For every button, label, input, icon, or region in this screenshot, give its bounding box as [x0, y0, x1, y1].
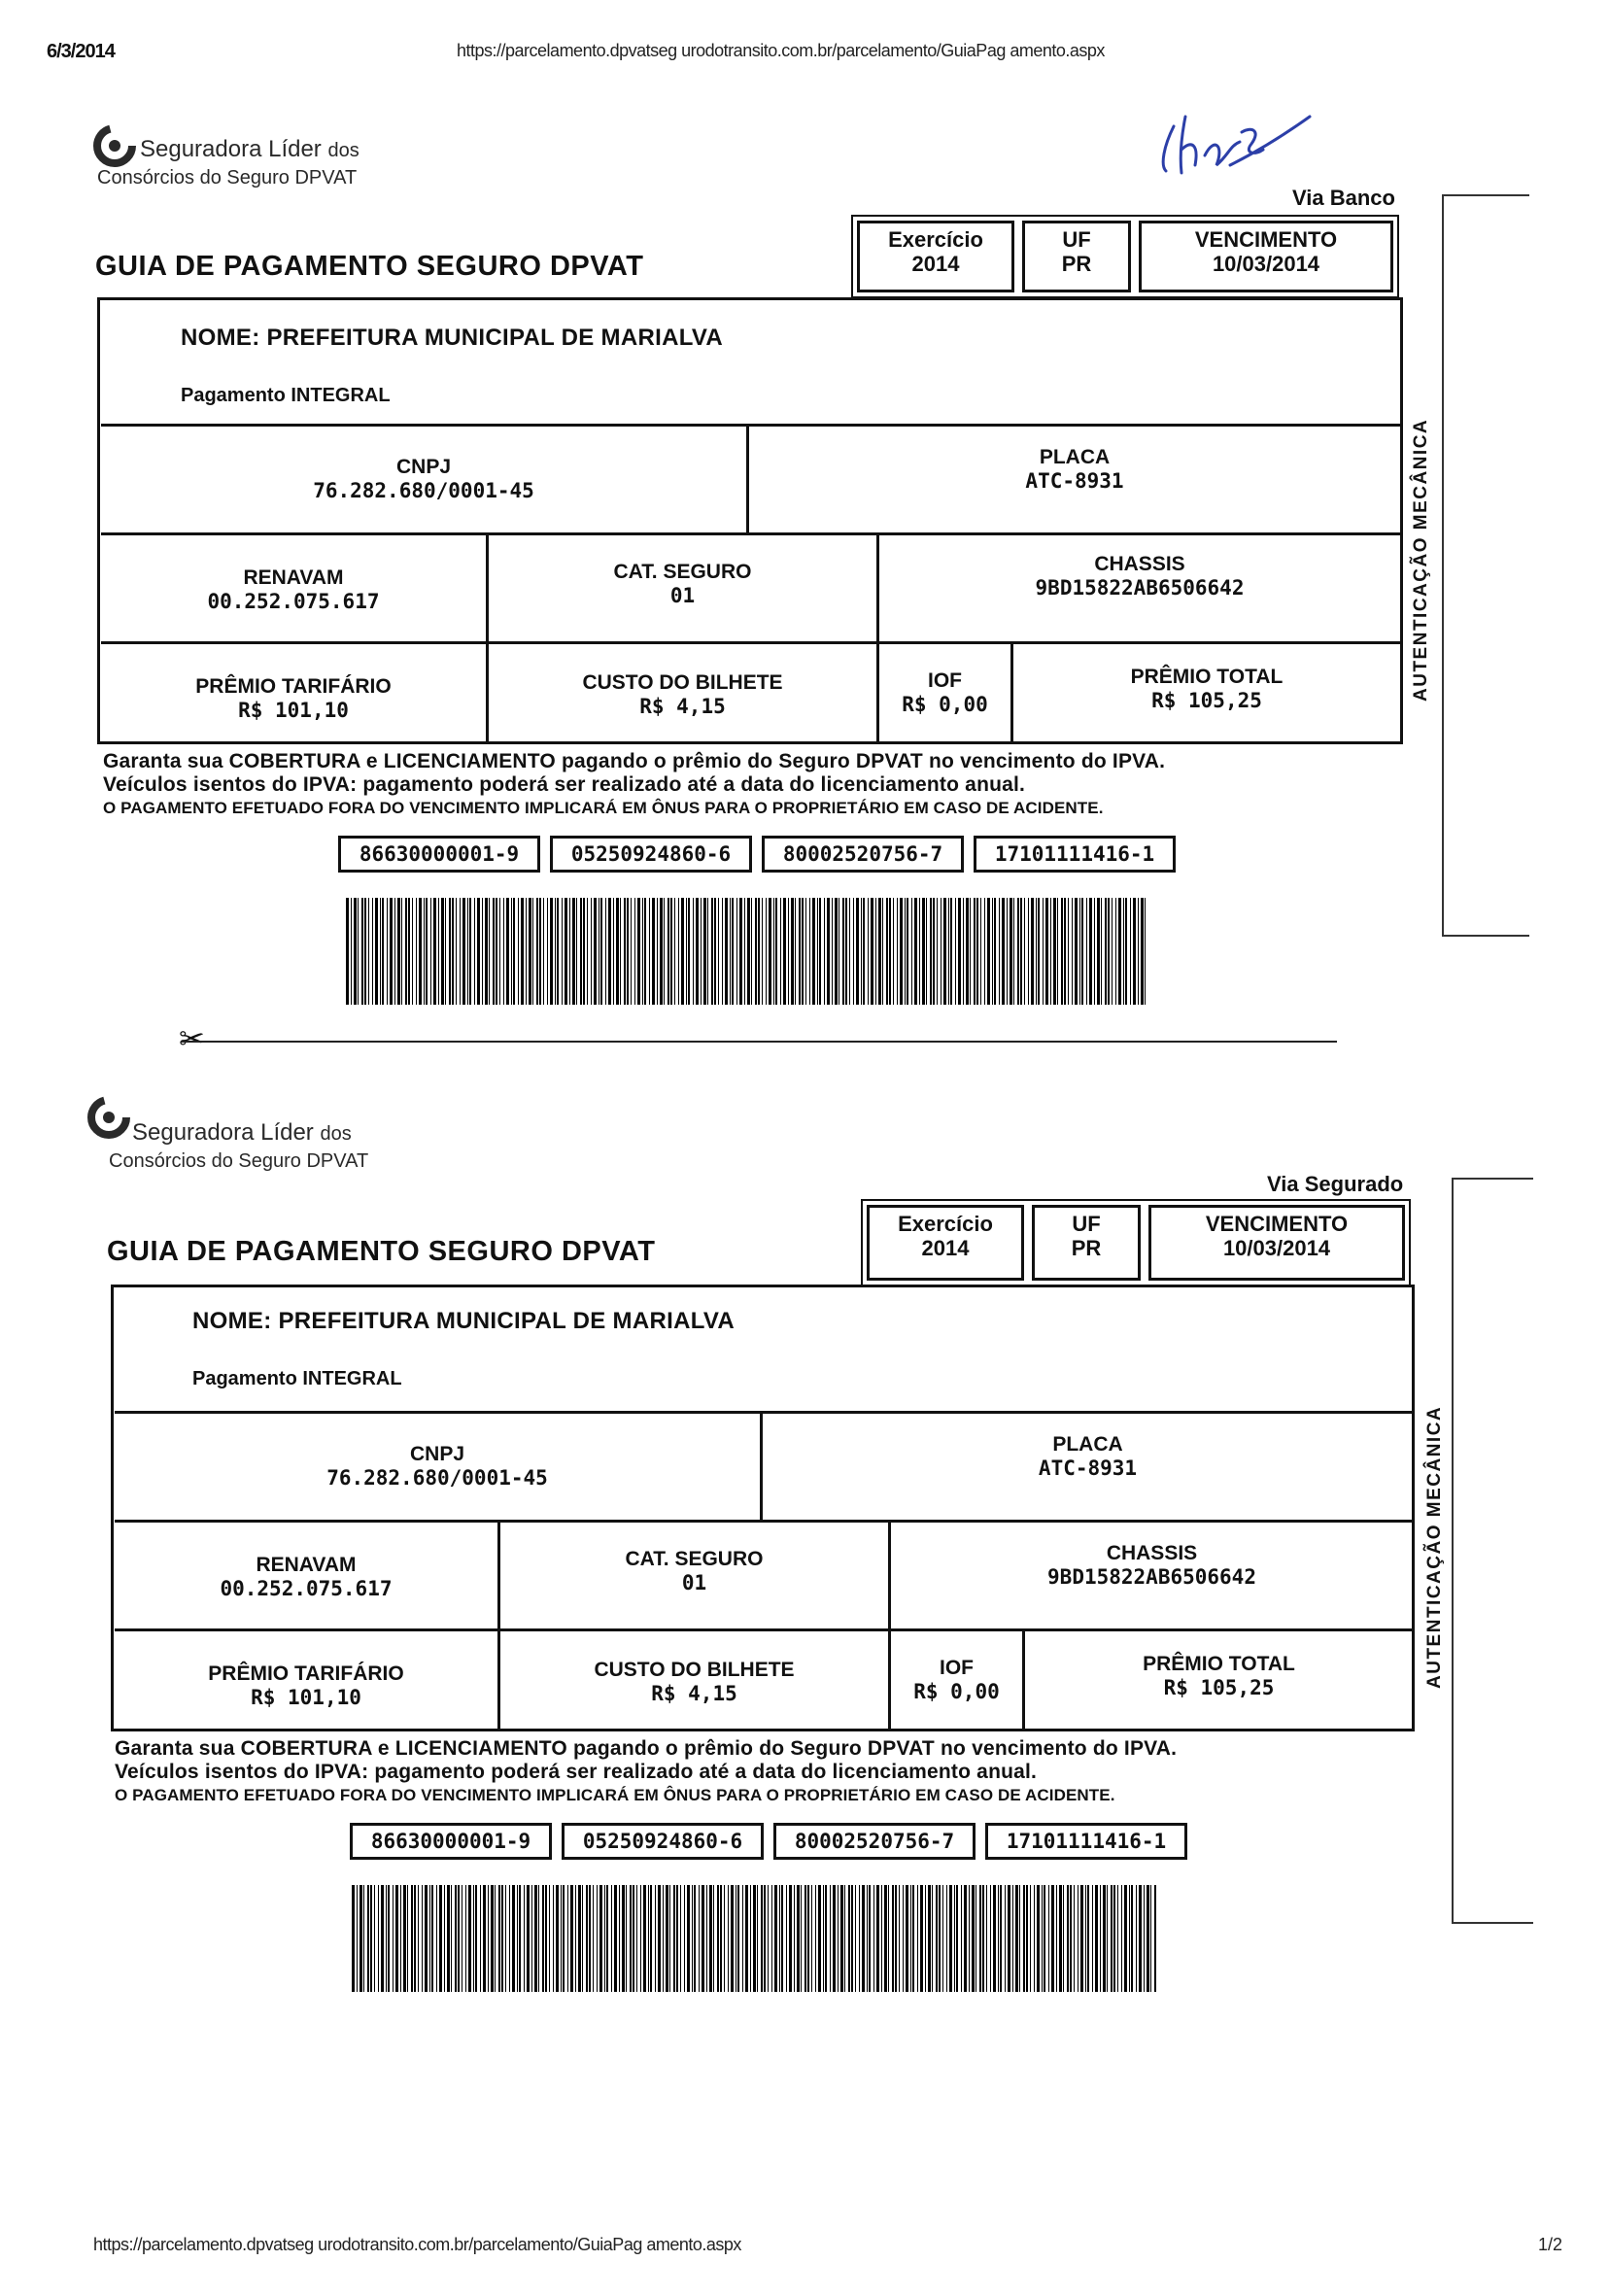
premio-tarifario-cell: PRÊMIO TARIFÁRIO R$ 101,10 [208, 1662, 404, 1709]
footer-url[interactable]: https://parcelamento.dpvatseg urodotransito.com.br/parcelamento/GuiaPag amento.aspx [93, 2235, 741, 2254]
placa-cell: PLACA ATC-8931 [1038, 1433, 1138, 1480]
pagamento-field: Pagamento INTEGRAL [181, 385, 391, 406]
row-divider [115, 1411, 1413, 1414]
barcode-digits-3: 80002520756-7 [762, 836, 964, 873]
notice-onus: O PAGAMENTO EFETUADO FORA DO VENCIMENTO IMPLICARÁ EM ÔNUS PARA O PROPRIETÁRIO EM CASO DE ACIDENTE. [103, 799, 1104, 817]
via-label: Via Banco [1292, 186, 1395, 210]
guide-via-segurado [0, 983, 1609, 1858]
row-divider [115, 1520, 1413, 1523]
barcode-digits-2: 05250924860-6 [562, 1823, 764, 1860]
premio-tarifario-cell: PRÊMIO TARIFÁRIO R$ 101,10 [195, 675, 392, 722]
barcode-digits-1: 86630000001-9 [350, 1823, 552, 1860]
logo-subtitle: Consórcios do Seguro DPVAT [97, 167, 358, 188]
logo-name: Seguradora Líder dos [132, 1119, 352, 1146]
guide-via-banco [0, 0, 1609, 874]
payment-barcode [352, 1885, 1162, 1992]
autenticacao-mecanica-label: AUTENTICAÇÃO MECÂNICA [1424, 1405, 1445, 1689]
logo-subtitle: Consórcios do Seguro DPVAT [109, 1150, 369, 1172]
cnpj-cell: CNPJ 76.282.680/0001-45 [313, 456, 534, 502]
premio-total-cell: PRÊMIO TOTAL R$ 105,25 [1143, 1653, 1295, 1699]
notice-cobertura: Garanta sua COBERTURA e LICENCIAMENTO pagando o prêmio do Seguro DPVAT no vencimento do IPVA. [115, 1737, 1178, 1760]
autenticacao-mecanica-label: AUTENTICAÇÃO MECÂNICA [1411, 418, 1431, 702]
page-number: 1/2 [1538, 2235, 1563, 2254]
renavam-cell: RENAVAM 00.252.075.617 [207, 566, 380, 613]
barcode-digits-1: 86630000001-9 [338, 836, 540, 873]
exercicio-box: Exercício 2014 [857, 221, 1014, 292]
barcode-digits-3: 80002520756-7 [773, 1823, 976, 1860]
autenticacao-bracket [1452, 1178, 1533, 1924]
notice-isentos: Veículos isentos do IPVA: pagamento poderá ser realizado até a data do licenciamento anual. [103, 773, 1026, 796]
row-divider [101, 532, 1401, 535]
uf-box: UF PR [1032, 1205, 1141, 1281]
via-label: Via Segurado [1267, 1172, 1404, 1196]
pagamento-field: Pagamento INTEGRAL [192, 1368, 402, 1389]
uf-box: UF PR [1022, 221, 1131, 292]
cat-seguro-cell: CAT. SEGURO 01 [625, 1548, 764, 1594]
cat-seguro-cell: CAT. SEGURO 01 [613, 561, 752, 607]
notice-onus: O PAGAMENTO EFETUADO FORA DO VENCIMENTO IMPLICARÁ EM ÔNUS PARA O PROPRIETÁRIO EM CASO DE ACIDENTE. [115, 1786, 1115, 1804]
logo-name: Seguradora Líder dos [140, 136, 359, 162]
barcode-digits-4: 17101111416-1 [974, 836, 1176, 873]
chassis-cell: CHASSIS 9BD15822AB6506642 [1035, 553, 1245, 600]
vencimento-box: VENCIMENTO 10/03/2014 [1139, 221, 1393, 292]
notice-isentos: Veículos isentos do IPVA: pagamento poderá ser realizado até a data do licenciamento anual. [115, 1761, 1038, 1783]
custo-bilhete-cell: CUSTO DO BILHETE R$ 4,15 [582, 671, 783, 718]
row-divider [101, 424, 1401, 427]
iof-cell: IOF R$ 0,00 [902, 669, 988, 716]
autenticacao-bracket [1442, 194, 1529, 937]
barcode-digits-2: 05250924860-6 [550, 836, 752, 873]
row-divider [101, 641, 1401, 644]
iof-cell: IOF R$ 0,00 [913, 1657, 1000, 1703]
row-divider [115, 1628, 1413, 1631]
page-url[interactable]: https://parcelamento.dpvatseg urodotransito.com.br/parcelamento/GuiaPag amento.aspx [457, 41, 1105, 60]
seguradora-lider-logo-icon [87, 1096, 130, 1139]
placa-cell: PLACA ATC-8931 [1025, 446, 1124, 493]
custo-bilhete-cell: CUSTO DO BILHETE R$ 4,15 [594, 1659, 795, 1705]
barcode-digits-4: 17101111416-1 [985, 1823, 1187, 1860]
seguradora-lider-logo-icon [93, 124, 136, 167]
chassis-cell: CHASSIS 9BD15822AB6506642 [1047, 1542, 1256, 1589]
page-title: GUIA DE PAGAMENTO SEGURO DPVAT [95, 251, 644, 282]
scissors-icon: ✂ [179, 1021, 205, 1056]
nome-field: NOME: PREFEITURA MUNICIPAL DE MARIALVA [192, 1308, 736, 1334]
renavam-cell: RENAVAM 00.252.075.617 [220, 1554, 393, 1600]
page-title: GUIA DE PAGAMENTO SEGURO DPVAT [107, 1236, 656, 1267]
notice-cobertura: Garanta sua COBERTURA e LICENCIAMENTO pagando o prêmio do Seguro DPVAT no vencimento do IPVA. [103, 750, 1166, 772]
cnpj-cell: CNPJ 76.282.680/0001-45 [326, 1443, 548, 1490]
print-date: 6/3/2014 [47, 41, 115, 62]
nome-field: NOME: PREFEITURA MUNICIPAL DE MARIALVA [181, 325, 724, 351]
vencimento-box: VENCIMENTO 10/03/2014 [1148, 1205, 1405, 1281]
premio-total-cell: PRÊMIO TOTAL R$ 105,25 [1130, 666, 1284, 712]
exercicio-box: Exercício 2014 [867, 1205, 1024, 1281]
